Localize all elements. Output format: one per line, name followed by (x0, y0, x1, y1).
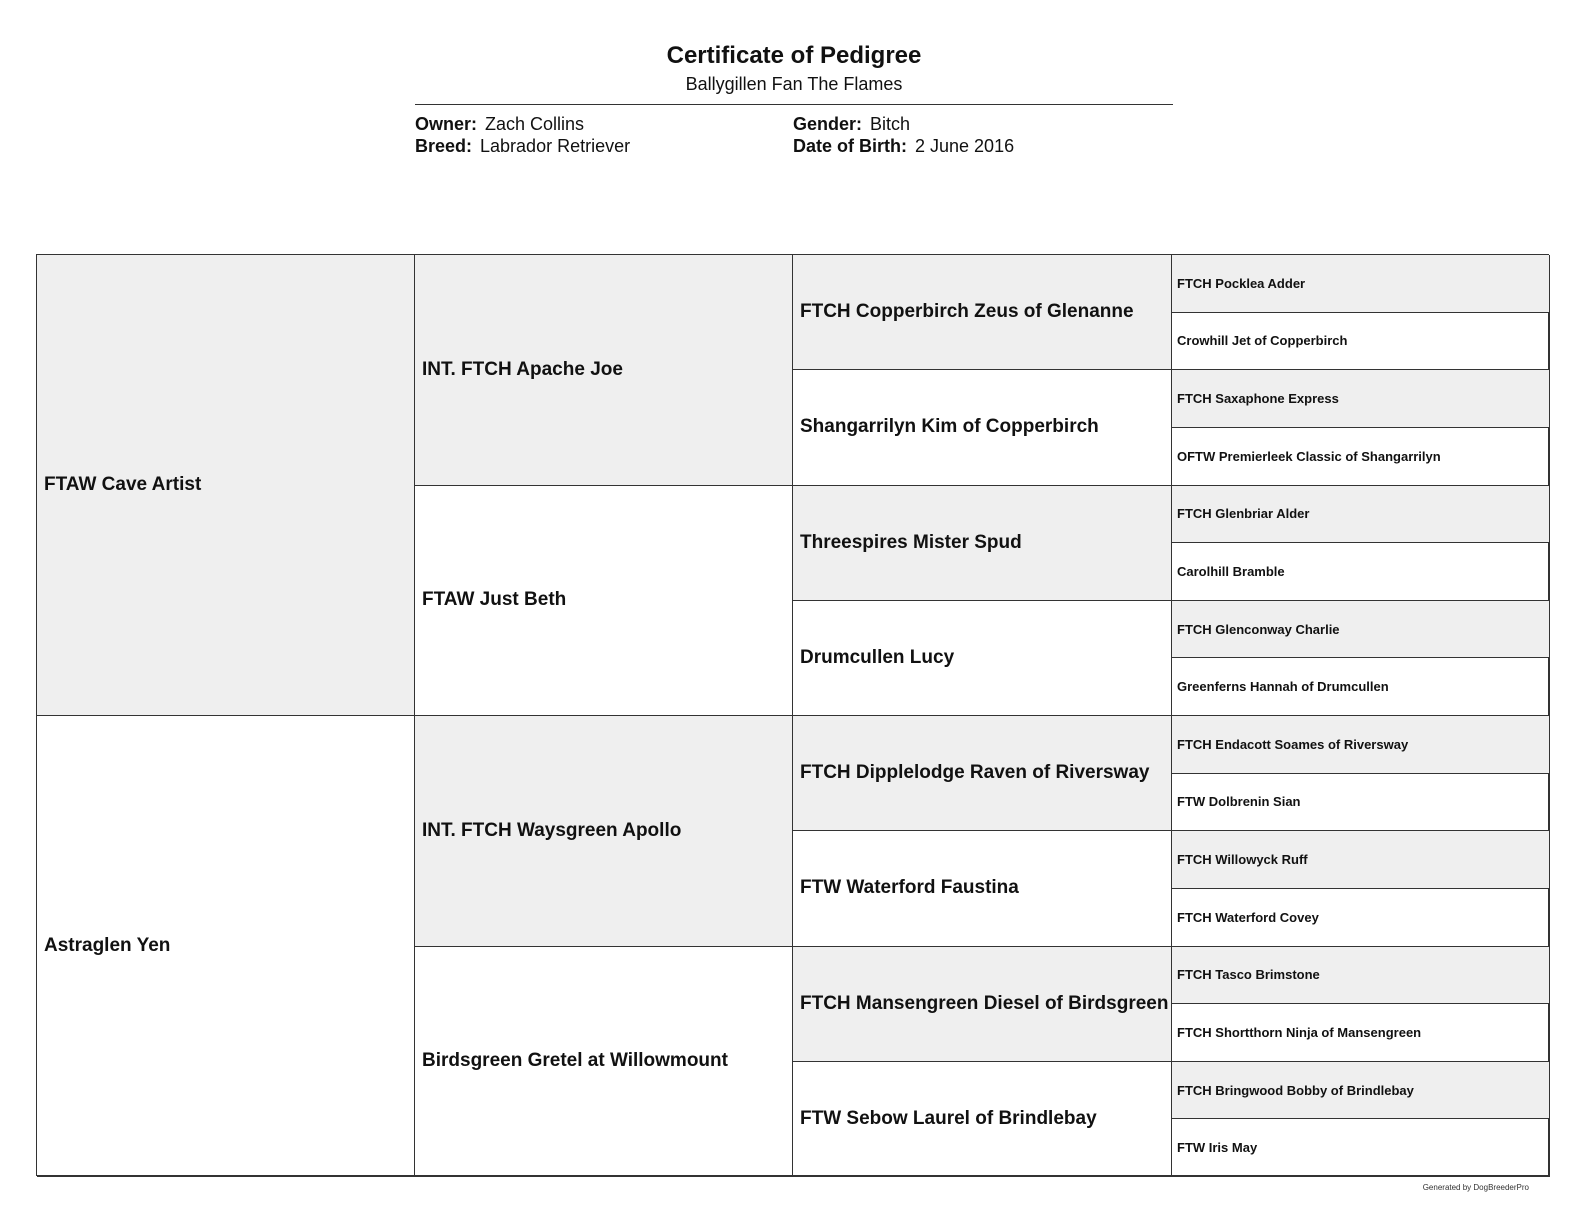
dob-label: Date of Birth: (793, 136, 907, 156)
gen4-ancestor: Greenferns Hannah of Drumcullen (1172, 658, 1550, 716)
gen1-dam: Astraglen Yen (37, 716, 415, 1177)
gen3-ancestor: FTCH Dipplelodge Raven of Riversway (793, 716, 1172, 831)
dog-name: Ballygillen Fan The Flames (685, 74, 903, 94)
gender-row (793, 113, 1014, 135)
gen2-ancestor: INT. FTCH Apache Joe (415, 255, 793, 486)
gen4-ancestor: FTCH Pocklea Adder (1172, 255, 1550, 313)
gen4-ancestor: FTCH Shortthorn Ninja of Mansengreen (1172, 1004, 1550, 1062)
gen4-ancestor: Carolhill Bramble (1172, 543, 1550, 601)
dob-value: 2 June 2016 (915, 136, 1015, 156)
gen3-ancestor: Drumcullen Lucy (793, 601, 1172, 716)
gen3-ancestor: Shangarrilyn Kim of Copperbirch (793, 370, 1172, 485)
gen4-ancestor: OFTW Premierleek Classic of Shangarrilyn (1172, 428, 1550, 486)
breed-value: Labrador Retriever (480, 136, 631, 156)
gen3-ancestor: FTW Waterford Faustina (793, 831, 1172, 946)
owner-row (415, 113, 630, 135)
owner-value: Zach Collins (485, 114, 585, 134)
certificate-title: Certificate of Pedigree (666, 42, 922, 69)
breed-row (415, 135, 630, 157)
generator-credit: Generated by DogBreederPro (1422, 1183, 1529, 1192)
gen1-sire: FTAW Cave Artist (37, 255, 415, 716)
gen4-ancestor: FTW Dolbrenin Sian (1172, 774, 1550, 832)
gen4-ancestor: Crowhill Jet of Copperbirch (1172, 313, 1550, 371)
gender-label: Gender: (793, 114, 863, 134)
gen4-ancestor: FTCH Glenbriar Alder (1172, 486, 1550, 544)
breed-label: Breed: (415, 136, 473, 156)
dob-row (793, 135, 1014, 157)
owner-label: Owner: (415, 114, 478, 134)
gen2-ancestor: INT. FTCH Waysgreen Apollo (415, 716, 793, 947)
certificate-header (415, 40, 1173, 163)
pedigree-table (36, 254, 1549, 1176)
gen3-ancestor: Threespires Mister Spud (793, 486, 1172, 601)
gen4-ancestor: FTW Iris May (1172, 1119, 1550, 1177)
header-divider (415, 104, 1173, 105)
gen4-ancestor: FTCH Endacott Soames of Riversway (1172, 716, 1550, 774)
gen2-ancestor: FTAW Just Beth (415, 486, 793, 717)
gen3-ancestor: FTCH Copperbirch Zeus of Glenanne (793, 255, 1172, 370)
gen3-ancestor: FTCH Mansengreen Diesel of Birdsgreen (793, 947, 1172, 1062)
gen4-ancestor: FTCH Tasco Brimstone (1172, 947, 1550, 1005)
gen4-ancestor: FTCH Glenconway Charlie (1172, 601, 1550, 659)
gen4-ancestor: FTCH Waterford Covey (1172, 889, 1550, 947)
dog-details (415, 113, 1173, 163)
details-right-column (793, 113, 1014, 157)
gen4-ancestor: FTCH Willowyck Ruff (1172, 831, 1550, 889)
details-left-column (415, 113, 630, 157)
gen3-ancestor: FTW Sebow Laurel of Brindlebay (793, 1062, 1172, 1177)
gen4-ancestor: FTCH Bringwood Bobby of Brindlebay (1172, 1062, 1550, 1120)
gen2-ancestor: Birdsgreen Gretel at Willowmount (415, 947, 793, 1178)
gender-value: Bitch (870, 114, 911, 134)
gen4-ancestor: FTCH Saxaphone Express (1172, 370, 1550, 428)
